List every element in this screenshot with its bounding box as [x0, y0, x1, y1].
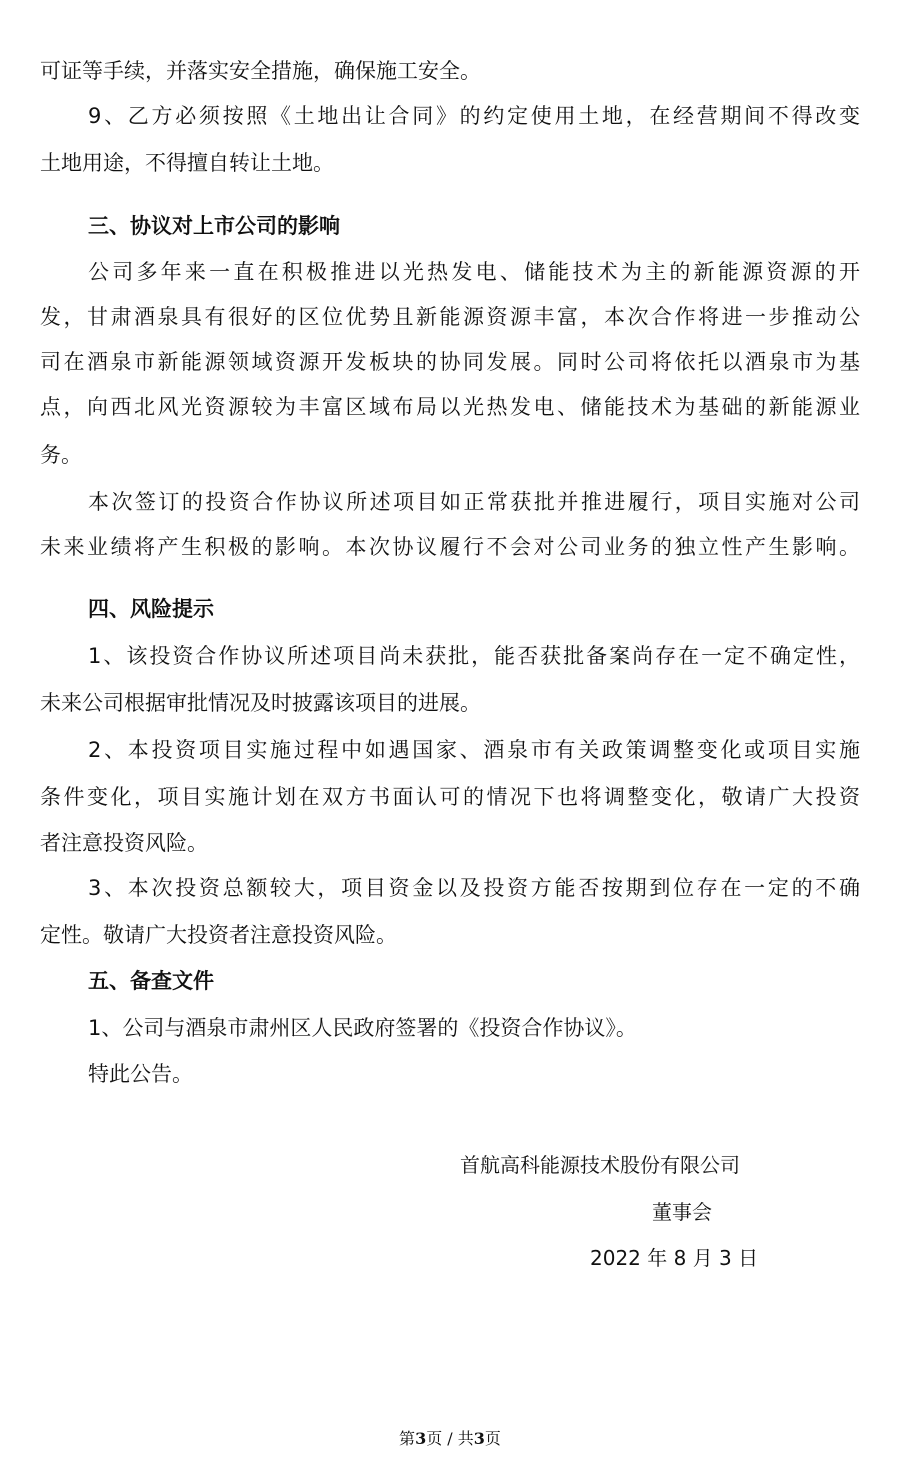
- paragraph-line: 司在酒泉市新能源领域资源开发板块的协同发展。同时公司将依托以酒泉市为基: [40, 350, 860, 374]
- page-footer: [0, 1428, 900, 1450]
- paragraph-line: 定性。敬请广大投资者注意投资风险。: [40, 923, 397, 947]
- signature-board: 董事会: [652, 1200, 712, 1224]
- paragraph-line: 务。: [40, 443, 82, 467]
- section-heading-3: 三、协议对上市公司的影响: [88, 214, 340, 238]
- reference-doc-1: 1、公司与酒泉市肃州区人民政府签署的《投资合作协议》。: [88, 1016, 637, 1040]
- paragraph-line: 可证等手续，并落实安全措施，确保施工安全。: [40, 59, 481, 83]
- paragraph-line: 土地用途，不得擅自转让土地。: [40, 151, 334, 175]
- closing-statement: 特此公告。: [88, 1062, 193, 1086]
- paragraph-line: 本次签订的投资合作协议所述项目如正常获批并推进履行，项目实施对公司: [88, 490, 860, 514]
- section-heading-5: 五、备查文件: [88, 969, 214, 993]
- paragraph-line: 未来业绩将产生积极的影响。本次协议履行不会对公司业务的独立性产生影响。: [40, 535, 860, 559]
- signature-date: 2022 年 8 月 3 日: [590, 1246, 759, 1270]
- paragraph-line: 条件变化，项目实施计划在双方书面认可的情况下也将调整变化，敬请广大投资: [40, 785, 860, 809]
- paragraph-line: 点，向西北风光资源较为丰富区域布局以光热发电、储能技术为基础的新能源业: [40, 395, 860, 419]
- footer-prefix: 第: [399, 1429, 416, 1448]
- footer-suffix: 页: [484, 1429, 501, 1448]
- footer-mid: 页 / 共: [426, 1429, 474, 1448]
- paragraph-line: 者注意投资风险。: [40, 831, 208, 855]
- clause-9-line: 9、乙方必须按照《土地出让合同》的约定使用土地，在经营期间不得改变: [88, 104, 860, 128]
- paragraph-line: 公司多年来一直在积极推进以光热发电、储能技术为主的新能源资源的开: [88, 260, 860, 284]
- paragraph-line: 未来公司根据审批情况及时披露该项目的进展。: [40, 691, 481, 715]
- signature-company: 首航高科能源技术股份有限公司: [460, 1153, 740, 1177]
- risk-item-2: 2、本投资项目实施过程中如遇国家、酒泉市有关政策调整变化或项目实施: [88, 738, 860, 762]
- paragraph-line: 发，甘肃酒泉具有很好的区位优势且新能源资源丰富，本次合作将进一步推动公: [40, 305, 860, 329]
- risk-item-3: 3、本次投资总额较大，项目资金以及投资方能否按期到位存在一定的不确: [88, 876, 860, 900]
- current-page-number: 3: [415, 1429, 427, 1448]
- total-page-number: 3: [473, 1429, 485, 1448]
- section-heading-4: 四、风险提示: [88, 597, 214, 621]
- risk-item-1: 1、该投资合作协议所述项目尚未获批，能否获批备案尚存在一定不确定性，: [88, 644, 860, 668]
